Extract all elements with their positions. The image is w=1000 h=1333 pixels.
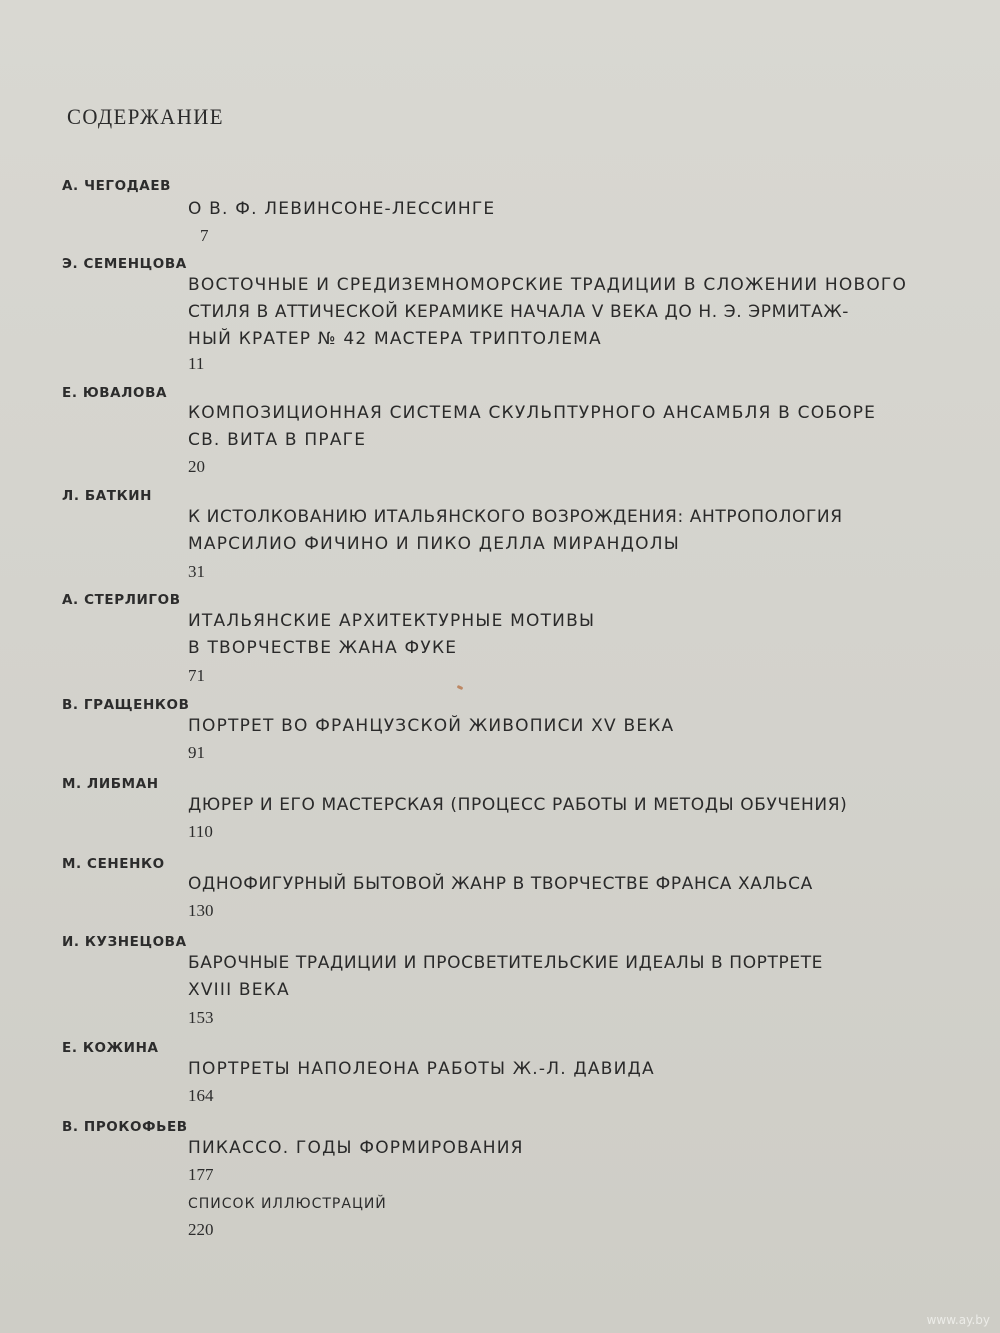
entry-author: В. ПРОКОФЬЕВ — [62, 1119, 188, 1135]
illustrations-list-label: СПИСОК ИЛЛЮСТРАЦИЙ — [188, 1196, 387, 1212]
entry-author: В. ГРАЩЕНКОВ — [62, 697, 190, 713]
entry-title-line: ПИКАССО. ГОДЫ ФОРМИРОВАНИЯ — [188, 1138, 524, 1158]
entry-title-line: КОМПОЗИЦИОННАЯ СИСТЕМА СКУЛЬПТУРНОГО АНСАМБЛЯ В СОБОРЕ — [188, 403, 877, 423]
entry-author: М. СЕНЕНКО — [62, 856, 165, 872]
illustrations-page-number: 220 — [188, 1220, 214, 1239]
entry-title-line: К ИСТОЛКОВАНИЮ ИТАЛЬЯНСКОГО ВОЗРОЖДЕНИЯ: АНТРОПОЛОГИЯ — [188, 507, 843, 527]
entry-title-line: В ТВОРЧЕСТВЕ ЖАНА ФУКЕ — [188, 638, 458, 658]
entry-title-line: БАРОЧНЫЕ ТРАДИЦИИ И ПРОСВЕТИТЕЛЬСКИЕ ИДЕАЛЫ В ПОРТРЕТЕ — [188, 953, 824, 973]
entry-title-line: О В. Ф. ЛЕВИНСОНЕ-ЛЕССИНГЕ — [188, 199, 496, 219]
entry-title-line: СВ. ВИТА В ПРАГЕ — [188, 430, 367, 450]
entry-title-line: НЫЙ КРАТЕР № 42 МАСТЕРА ТРИПТОЛЕМА — [188, 329, 602, 349]
entry-page-number: 130 — [188, 901, 214, 920]
entry-author: Л. БАТКИН — [62, 488, 153, 504]
entry-title-line: XVIII ВЕКА — [188, 980, 290, 1000]
entry-page-number: 31 — [188, 562, 205, 581]
entry-page-number: 20 — [188, 457, 205, 476]
entry-author: А. СТЕРЛИГОВ — [62, 592, 181, 608]
entry-author: И. КУЗНЕЦОВА — [62, 934, 187, 950]
entry-page-number: 91 — [188, 743, 205, 762]
entry-author: М. ЛИБМАН — [62, 776, 159, 792]
page-title: СОДЕРЖАНИЕ — [67, 104, 224, 129]
entry-title-line: СТИЛЯ В АТТИЧЕСКОЙ КЕРАМИКЕ НАЧАЛА V ВЕКА ДО Н. Э. ЭРМИТАЖ- — [188, 302, 850, 322]
paper-speck — [457, 685, 464, 690]
site-watermark: www.ay.by — [926, 1313, 990, 1327]
entry-page-number: 110 — [188, 822, 213, 841]
entry-author: Э. СЕМЕНЦОВА — [62, 256, 187, 272]
entry-title-line: ПОРТРЕТ ВО ФРАНЦУЗСКОЙ ЖИВОПИСИ XV ВЕКА — [188, 716, 675, 736]
entry-title-line: ПОРТРЕТЫ НАПОЛЕОНА РАБОТЫ Ж.-Л. ДАВИДА — [188, 1059, 655, 1079]
entry-title-line: ОДНОФИГУРНЫЙ БЫТОВОЙ ЖАНР В ТВОРЧЕСТВЕ ФРАНСА ХАЛЬСА — [188, 874, 813, 894]
entry-title-line: ВОСТОЧНЫЕ И СРЕДИЗЕМНОМОРСКИЕ ТРАДИЦИИ В СЛОЖЕНИИ НОВОГО — [188, 275, 908, 295]
entry-page-number: 164 — [188, 1086, 214, 1105]
entry-author: Е. ЮВАЛОВА — [62, 385, 168, 401]
entry-page-number: 11 — [188, 354, 205, 373]
entry-title-line: МАРСИЛИО ФИЧИНО И ПИКО ДЕЛЛА МИРАНДОЛЫ — [188, 534, 680, 554]
entry-title-line: ИТАЛЬЯНСКИЕ АРХИТЕКТУРНЫЕ МОТИВЫ — [188, 611, 596, 631]
entry-page-number: 177 — [188, 1165, 214, 1184]
entry-page-number: 153 — [188, 1008, 214, 1027]
entry-page-number: 71 — [188, 666, 205, 685]
entry-author: Е. КОЖИНА — [62, 1040, 159, 1056]
entry-title-line: ДЮРЕР И ЕГО МАСТЕРСКАЯ (ПРОЦЕСС РАБОТЫ И МЕТОДЫ ОБУЧЕНИЯ) — [188, 795, 848, 815]
entry-author: А. ЧЕГОДАЕВ — [62, 178, 172, 194]
entry-page-number: 7 — [200, 226, 209, 245]
